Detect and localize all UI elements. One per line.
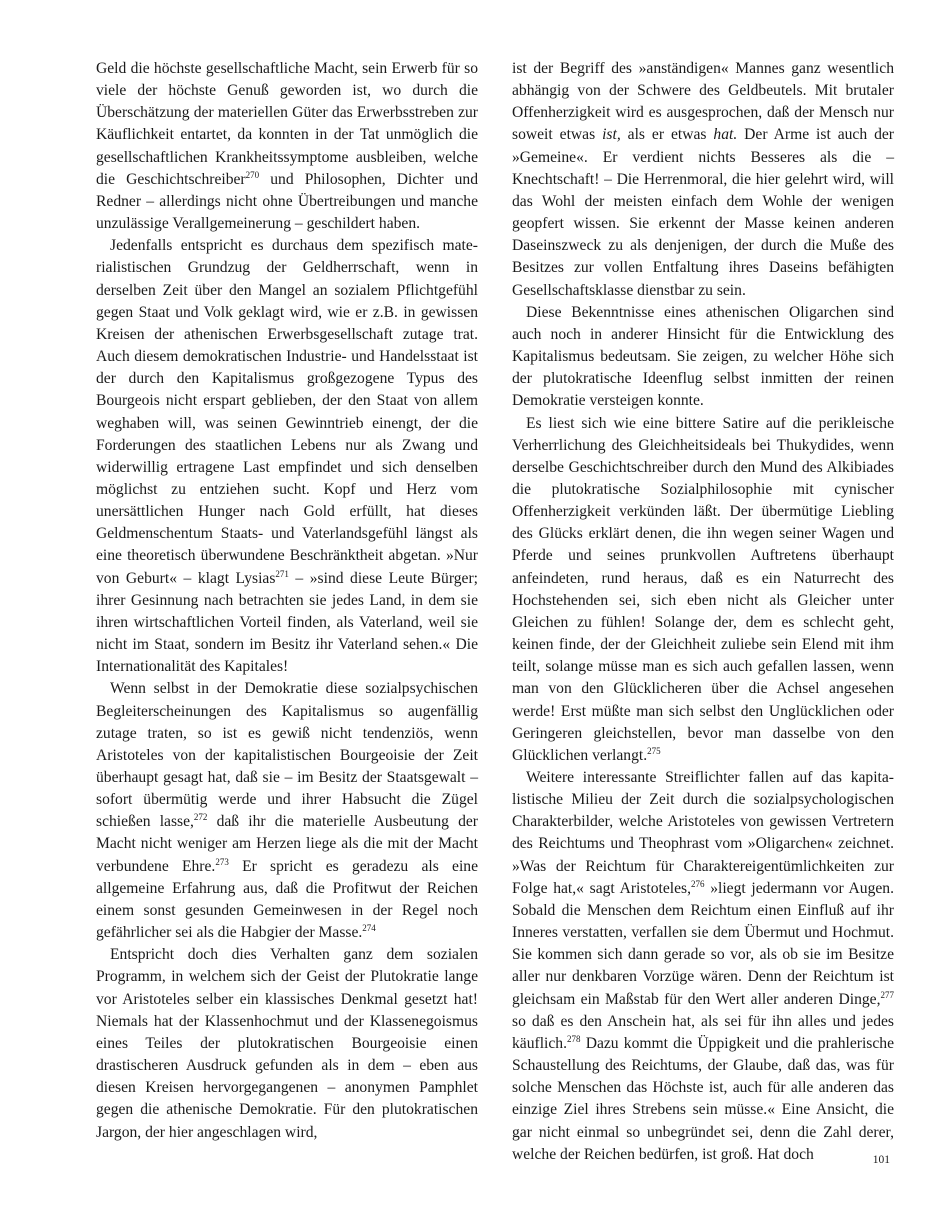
- text-run: daß ihr die materielle Ausbeutung der Macht nicht weniger am Herzen liege als die mit der Macht verbundene Ehre.: [96, 813, 478, 875]
- text-run: »liegt jedermann vor Augen. Sobald die Menschen dem Reichtum einen Einfluß auf ihr Inneres verstatten, verfallen sie dem Übermut und Hochmut. Sie kommen sich dann gerade so vor, als ob sie im Besitze aller nur denkbaren Vorzüge wären. Denn der Reichtum ist gleichsam ein Maßstab für den Wert aller anderen Dinge,: [512, 879, 894, 1008]
- paragraph: [96, 678, 478, 944]
- text-run: so daß es den Anschein hat, als sei für ihn alles und jedes käuflich.: [512, 1012, 894, 1052]
- text-run: Geld die höchste gesellschaftliche Macht, sein Erwerb für so viele der höchste Genuß geworden ist, wo durch die Überschätzung der materiellen Güter das Erwerbsstreben zur Käuflichkeit entartet, da konnten in der Tat unmöglich die gesellschaftlichen Krankheitssymptome ausbleiben, welche die Geschichtschreiber: [96, 60, 478, 188]
- footnote-ref: 278: [567, 1033, 581, 1044]
- footnote-ref: 276: [691, 878, 705, 889]
- text-run: und Philosophen, Dichter und Redner – allerdings nicht ohne Übertreibungen und manche unzulässige Verallgemeinerung – geschildert haben.: [96, 170, 479, 233]
- text-run: Entspricht doch dies Verhalten ganz dem sozialen Programm, in welchem sich der Geist der Plutokratie lange vor Aristoteles selber ein klassisches Denkmal gesetzt hat! Niemals hat der Klassenhochmut und der Klassenegoismus eines Teiles der plutokratischen Bourgeoisie einen drastischeren Ausdruck gefunden als in dem – eben aus diesen Kreisen hervorgegangenen – anonymen Pamphlet gegen die athenische Demokratie. Für den plutokratischen Jargon, der hier angeschlagen wird,: [96, 946, 478, 1141]
- paragraph: [512, 767, 894, 1166]
- text-run: Wenn selbst in der Demokratie diese sozialpsychischen Begleiterscheinungen des Kapitalismus so augenfällig zutage traten, so ist es gewiß nicht tendenziös, wenn Aristoteles von der kapitalistischen Bourgeoisie der Zeit überhaupt gesagt hat, daß sie – im Besitz der Staatsgewalt – sofort übermütig werde und ihrer Habsucht die Zügel schießen lasse,: [96, 680, 478, 831]
- left-text-column: [96, 58, 478, 1144]
- text-run: als er etwas: [620, 126, 714, 144]
- text-run: Der Arme ist auch der »Gemeine«. Er verdient nichts Besseres als die – Knechtschaft! – Die Herrenmoral, die hier gelehrt wird, will das Wohl der meisten einfach dem Wohle der wenigen geopfert wissen. Sie erkennt der Masse keinen anderen Daseinszweck zu als denjenigen, der durch die Muße des Besitzes zur vollen Entfaltung ihres Daseins befähigten Gesellschaftsklasse dienstbar zu sein.: [512, 126, 894, 299]
- text-run: Diese Bekenntnisse eines athenischen Oligarchen sind auch noch in anderer Hinsicht für die Entwicklung des Kapitalismus bedeutsam. Sie zeigen, zu welcher Höhe sich der plutokratische Ideenflug selbst inmitten der reinen Demokratie versteigen konnte.: [512, 303, 894, 410]
- paragraph: [512, 413, 894, 768]
- text-run: ist der Begriff des »anständigen« Mannes ganz wesentlich abhängig von der Schwere des Geldbeutels. Mit brutaler Offenherzigkeit wird es ausgesprochen, daß der Mensch nur soweit etwas: [512, 60, 894, 144]
- paragraph: [96, 235, 478, 678]
- page-number: 101: [872, 1154, 890, 1166]
- text-run: Es liest sich wie eine bittere Satire auf die perikleische Verherrlichung des Gleichheitsideals bei Thukydides, wenn derselbe Geschichtschreiber durch den Mund des Alkibiades die plutokratische Sozialphilosophie mit cynischer Offenherzigkeit verkünden läßt. Der übermütige Liebling des Glücks erklärt denen, die ihn wegen seiner Wagen und Pferde und seines prunkvollen Auftretens überhaupt anfeindeten, rund heraus, daß es ein Naturrecht des Hochstehenden sei, sich eben nicht als Gleicher unter Gleichen zu fühlen! Solange der, dem es schlecht geht, keinen finde, der der Gleichheit zuliebe sein Elend mit ihm teilt, solange müsse man es sich auch gefallen lassen, wenn man von den Glücklicheren über die Achsel angesehen werde! Erst müßte man sich selbst den Unglücklichen oder Geringeren gleichstellen, bevor man dasselbe von den Glücklichen verlangt.: [512, 414, 894, 764]
- text-run: Jedenfalls entspricht es durchaus dem spezifisch materialistischen Grundzug der Geldherrschaft, wenn in derselben Zeit über den Mangel an sozialem Pflichtgefühl gegen Staat und Volk geklagt wird, wie er z.B. in gewissen Kreisen der athenischen Erwerbsgesellschaft zutage trat. Auch diesem demokratischen Industrie- und Handelsstaat ist der durch den Kapitalismus großgezogene Typus des Bourgeois nicht erspart geblieben, der den Staat von allem weghaben will, was seinen Gewinntrieb einengt, der die Forderungen des staatlichen Lebens nur als Zwang und widerwillig ertragene Last empfindet und sich denselben möglichst zu entziehen sucht. Kopf und Herz vom unersättlichen Hunger nach Gold erfüllt, hat dieses Geldmenschentum Staats- und Vaterlandsgefühl längst als eine theoretisch überwundene Beschränktheit abgetan. »Nur von Geburt« – klagt Lysias: [96, 237, 478, 587]
- text-run: Er spricht es geradezu als eine allgemeine Erfahrung aus, daß die Profitwut der Reichen einem sonst gesunden Gemeinwesen in der Regel noch gefährlicher sei als die Habgier der Masse.: [96, 857, 478, 942]
- right-text-column: [512, 58, 894, 1166]
- footnote-ref: 275: [647, 745, 661, 756]
- footnote-ref: 277: [880, 989, 894, 1000]
- text-run: – »sind diese Leute Bürger; ihrer Gesinnung nach betrachten sie jedes Land, in dem sie ihren wirtschaftlichen Vorteil finden, als Vaterland, weil sie nicht im Staat, sondern im Besitz ihr Vaterland sehen.« Die Internationalität des Kapitales!: [96, 569, 478, 676]
- paragraph: [96, 58, 478, 235]
- emphasis-text: ist,: [602, 126, 621, 144]
- paragraph: [512, 302, 894, 413]
- text-run: Weitere interessante Streiflichter fallen auf das kapitalistische Milieu der Zeit durch die sozialpsychologischen Charakterbilder, welche Aristoteles von gewissen Vertretern des Reichtums und Theophrast vom »Oligarchen« zeichnet. »Was der Reichtum für Charaktereigentümlichkeiten zur Folge hat,« sagt Aristoteles,: [512, 769, 894, 897]
- text-run: Dazu kommt die Üppigkeit und die prahlerische Schaustellung des Reichtums, der Glaube, daß das, was für solche Menschen das Höchste ist, auch für alle anderen das einzige Ziel ihres Strebens sein müsse.« Eine Ansicht, die gar nicht einmal so unbegründet sei, denn die Zahl derer, welche der Reichen bedürfen, ist groß. Hat doch: [512, 1034, 894, 1163]
- footnote-ref: 270: [245, 169, 260, 180]
- emphasis-text: hat.: [713, 126, 738, 144]
- paragraph: [512, 58, 894, 302]
- footnote-ref: 273: [215, 856, 229, 867]
- footnote-ref: 271: [275, 568, 289, 579]
- footnote-ref: 272: [193, 812, 208, 823]
- paragraph: [96, 944, 478, 1143]
- footnote-ref: 274: [362, 923, 376, 934]
